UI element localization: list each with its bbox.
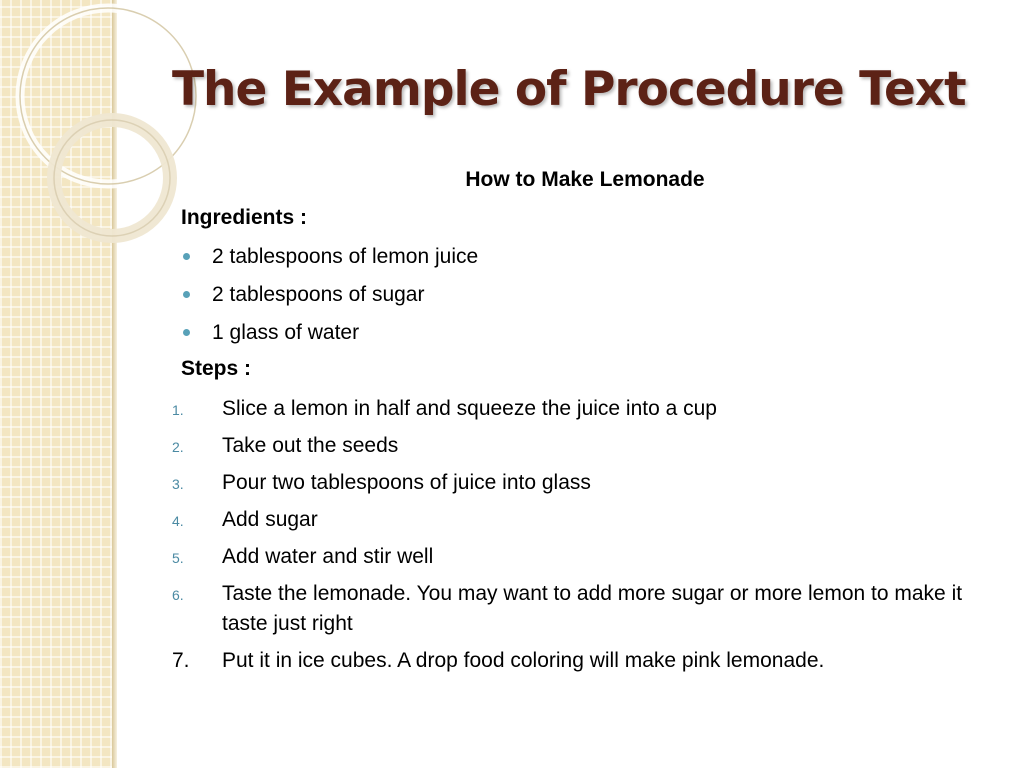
steps-label: Steps : [181, 357, 252, 380]
step-item [168, 431, 998, 461]
step-text: Put it in ice cubes. A drop food coloring will make pink lemonade. [222, 649, 825, 672]
step-item [168, 394, 998, 424]
step-text: Taste the lemonade. You may want to add more sugar or more lemon to make it taste just right [222, 582, 963, 635]
step-text: Add sugar [222, 508, 318, 531]
step-number: 6. [172, 587, 184, 603]
bullet-dot-icon [183, 253, 190, 260]
bullet-dot-icon [183, 291, 190, 298]
ingredients-label: Ingredients : [181, 206, 308, 229]
step-text: Pour two tablespoons of juice into glass [222, 471, 591, 494]
ingredient-text: 1 glass of water [212, 321, 360, 344]
ingredient-text: 2 tablespoons of lemon juice [212, 245, 479, 268]
step-item [168, 646, 998, 676]
slide-title: The Example of Procedure Text [172, 62, 966, 117]
ingredients-list [181, 244, 478, 358]
step-text: Slice a lemon in half and squeeze the juice into a cup [222, 397, 717, 420]
step-item [168, 468, 998, 498]
step-item [168, 579, 998, 639]
step-number: 7. [172, 649, 190, 672]
recipe-title: How to Make Lemonade [465, 168, 705, 191]
step-text: Add water and stir well [222, 545, 434, 568]
ingredient-item [181, 244, 478, 282]
step-text: Take out the seeds [222, 434, 399, 457]
step-item [168, 505, 998, 535]
step-item [168, 542, 998, 572]
ingredient-item [181, 320, 478, 358]
step-number: 5. [172, 550, 184, 566]
ingredient-text: 2 tablespoons of sugar [212, 283, 425, 306]
bullet-dot-icon [183, 329, 190, 336]
step-number: 2. [172, 439, 184, 455]
ingredient-item [181, 282, 478, 320]
step-number: 1. [172, 402, 184, 418]
steps-list [168, 394, 998, 683]
step-number: 4. [172, 513, 184, 529]
step-number: 3. [172, 476, 184, 492]
